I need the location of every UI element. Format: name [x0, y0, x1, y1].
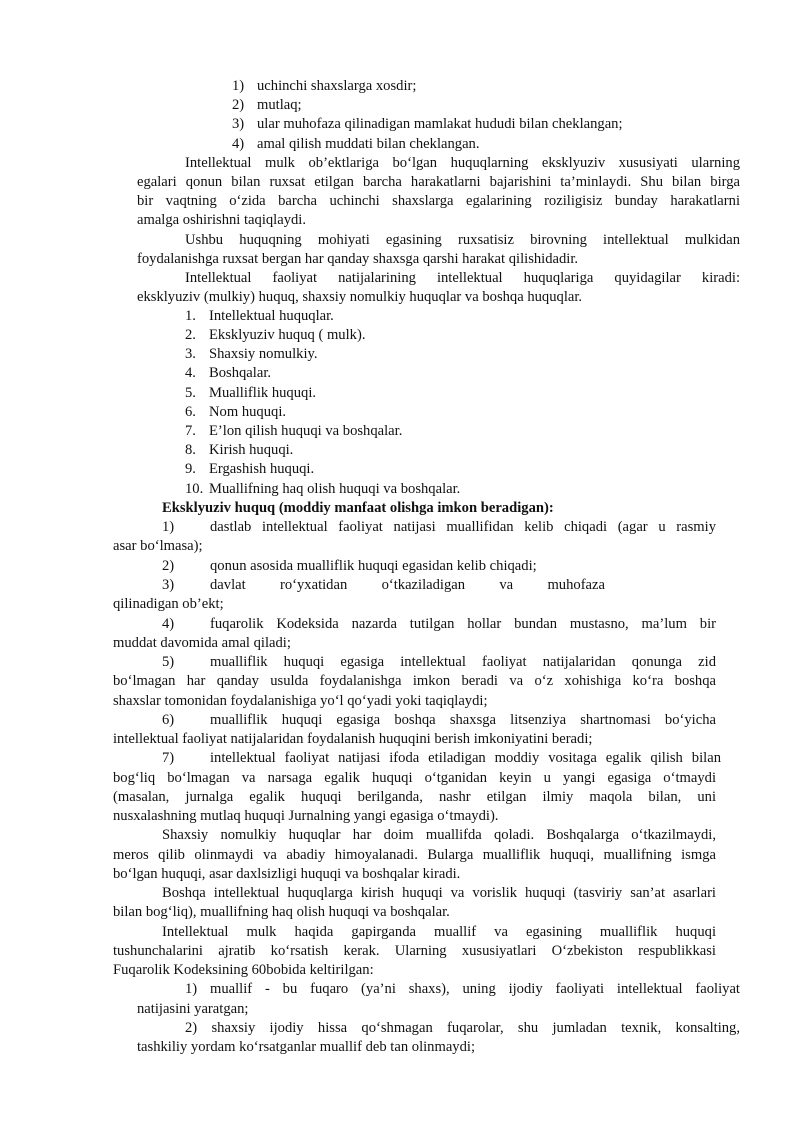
item-number: 7) [162, 750, 175, 766]
paragraph-line: bir vaqtning o‘zida barcha uchinchi shaxslarga egalarining roziligisiz bunday harakatlarni [137, 193, 740, 209]
list-number: 9. [185, 461, 196, 477]
list-item: ular muhofaza qilinadigan mamlakat hududi bilan cheklangan; [257, 116, 623, 132]
list-number: 1) [232, 78, 245, 94]
paragraph-line: Intellektual faoliyat natijalarining intellektual huquqlariga quyidagilar kiradi: [185, 270, 740, 286]
list-number: 5. [185, 385, 196, 401]
item-number: 1) [162, 519, 175, 535]
item-line: intellektual faoliyat natijasi ifoda etiladigan moddiy vositaga egalik qilish bilan [210, 750, 721, 766]
list-item: Boshqalar. [209, 365, 272, 381]
paragraph-line: Fuqarolik Kodeksining 60bobida keltirilgan: [113, 962, 374, 978]
list-item: Muallifning haq olish huquqi va boshqalar. [209, 481, 461, 497]
paragraph-line: 2) shaxsiy ijodiy hissa qo‘shmagan fuqarolar, shu jumladan texnik, konsalting, [185, 1020, 740, 1036]
list-item: E’lon qilish huquqi va boshqalar. [209, 423, 403, 439]
paragraph-line: tashkiliy yordam ko‘rsatganlar muallif deb tan olinmaydi; [137, 1039, 476, 1055]
list-item: Shaxsiy nomulkiy. [209, 346, 318, 362]
paragraph-line: foydalanishga ruxsat bergan har qanday shaxsga qarshi harakat qilishidadir. [137, 251, 579, 267]
list-item: Ergashish huquqi. [209, 461, 315, 477]
list-item: Eksklyuziv huquq ( mulk). [209, 327, 366, 343]
item-line: (masalan, jurnalga egalik huquqi berilganda, nashr etilgan ilmiy maqola bilan, uni [113, 789, 716, 805]
list-number: 10. [185, 481, 204, 497]
list-item: mutlaq; [257, 97, 302, 113]
item-line: dastlab intellektual faoliyat natijasi muallifidan kelib chiqadi (agar u rasmiy [210, 519, 716, 535]
item-number: 3) [162, 577, 175, 593]
item-number: 2) [162, 558, 175, 574]
paragraph-line: Boshqa intellektual huquqlarga kirish huquqi va vorislik huquqi (tasviriy san’at asarlari [162, 885, 716, 901]
item-line: bo‘lmagan har qanday usulda foydalanishga imkon beradi va o‘z xohishiga ko‘ra boshqa [113, 673, 716, 689]
paragraph-line: Intellektual mulk ob’ektlariga bo‘lgan huquqlarning eksklyuziv xususiyati ularning [185, 155, 740, 171]
list-number: 3. [185, 346, 196, 362]
paragraph-line: tushunchalarini ajratib ko‘rsatish kerak. Ularning xususiyatlari O‘zbekiston respublikkasi [113, 943, 716, 959]
paragraph-line: egalari qonun bilan ruxsat etilgan barcha harakatlarni bajarishini ta’minlaydi. Shu bilan birga [137, 174, 740, 190]
list-item: Kirish huquqi. [209, 442, 294, 458]
list-item: Intellektual huquqlar. [209, 308, 334, 324]
list-number: 7. [185, 423, 196, 439]
item-line: qilinadigan ob’ekt; [113, 596, 224, 612]
paragraph-line: 1) muallif - bu fuqaro (ya’ni shaxs), uning ijodiy faoliyati intellektual faoliyat [185, 981, 740, 997]
list-item: amal qilish muddati bilan cheklangan. [257, 136, 480, 152]
item-line: nusxalashning mutlaq huquqi Jurnalning yangi egasiga o‘tmaydi). [113, 808, 499, 824]
paragraph-line: bilan bog‘liq), muallifning haq olish huquqi va boshqalar. [113, 904, 450, 920]
item-line: qonun asosida mualliflik huquqi egasidan kelib chiqadi; [210, 558, 537, 574]
item-number: 4) [162, 616, 175, 632]
item-line: fuqarolik Kodeksida nazarda tutilgan hollar bundan mustasno, ma’lum bir [210, 616, 716, 632]
item-line: shaxslar tomonidan foydalanishiga yo‘l qo‘yadi yoki taqiqlaydi; [113, 693, 488, 709]
section-heading: Eksklyuziv huquq (moddiy manfaat olishga imkon beradigan): [162, 500, 554, 516]
item-line: mualliflik huquqi egasiga intellektual faoliyat natijalaridan qonunga zid [210, 654, 716, 670]
list-number: 4) [232, 136, 245, 152]
list-number: 3) [232, 116, 245, 132]
paragraph-line: meros qilib olinmaydi va abadiy himoyalanadi. Bularga mualliflik huquqi, muallifning ismga [113, 847, 716, 863]
paragraph-line: amalga oshirishni taqiqlaydi. [137, 212, 307, 228]
list-number: 2) [232, 97, 245, 113]
list-number: 2. [185, 327, 196, 343]
item-line: asar bo‘lmasa); [113, 538, 203, 554]
list-item: Mualliflik huquqi. [209, 385, 317, 401]
paragraph-line: Intellektual mulk haqida gapirganda muallif va egasining mualliflik huquqi [162, 924, 716, 940]
item-line: davlat ro‘yxatidan o‘tkaziladigan va muhofaza [210, 577, 605, 593]
item-line: intellektual faoliyat natijalaridan foydalanish huquqini berish imkoniyatini beradi; [113, 731, 593, 747]
paragraph-line: Ushbu huquqning mohiyati egasining ruxsatisiz birovning intellektual mulkidan [185, 232, 740, 248]
item-line: bog‘liq bo‘lmagan va narsaga egalik huquqi o‘tganidan keyin u yangi egasiga o‘tmaydi [113, 770, 716, 786]
list-item: Nom huquqi. [209, 404, 287, 420]
list-number: 6. [185, 404, 196, 420]
item-line: muddat davomida amal qiladi; [113, 635, 291, 651]
item-line: mualliflik huquqi egasiga boshqa shaxsga litsenziya shartnomasi bo‘yicha [210, 712, 716, 728]
list-number: 4. [185, 365, 196, 381]
item-number: 5) [162, 654, 175, 670]
list-number: 8. [185, 442, 196, 458]
paragraph-line: Shaxsiy nomulkiy huquqlar har doim muallifda qoladi. Boshqalarga o‘tkazilmaydi, [162, 827, 716, 843]
list-number: 1. [185, 308, 196, 324]
list-item: uchinchi shaxslarga xosdir; [257, 78, 417, 94]
paragraph-line: bo‘lgan huquqi, asar daxlsizligi huquqi va boshqalar kiradi. [113, 866, 461, 882]
paragraph-line: eksklyuziv (mulkiy) huquq, shaxsiy nomulkiy huquqlar va boshqa huquqlar. [137, 289, 583, 305]
item-number: 6) [162, 712, 175, 728]
paragraph-line: natijasini yaratgan; [137, 1001, 249, 1017]
